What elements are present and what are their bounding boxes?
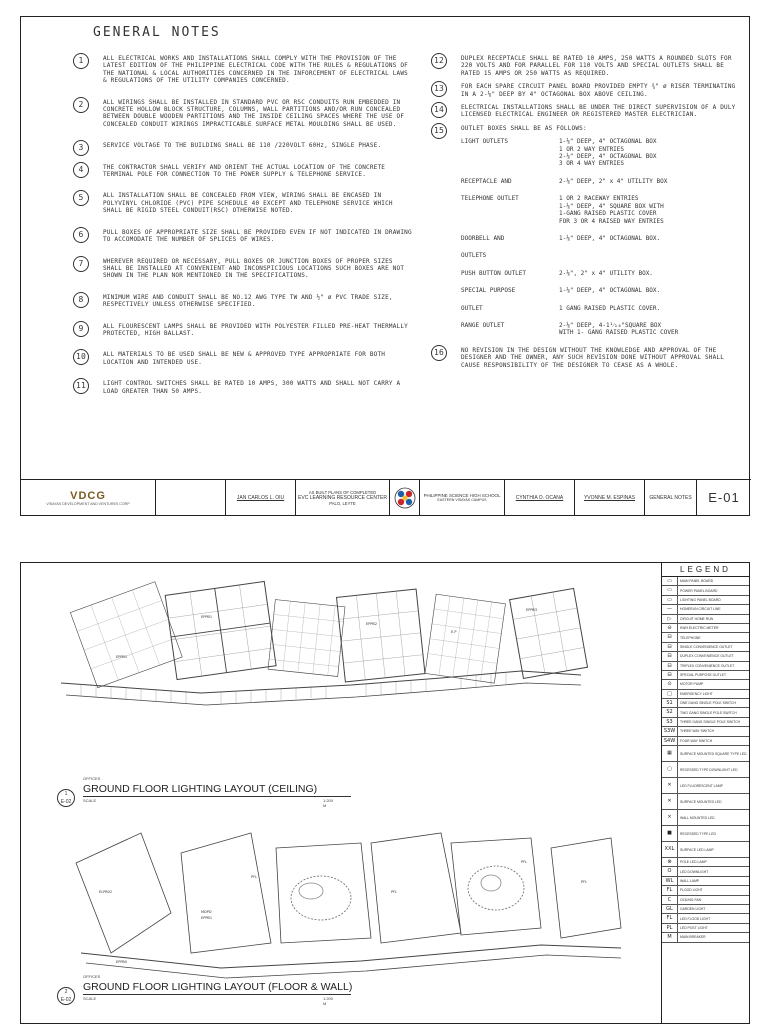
general-notes-title: GENERAL NOTES — [93, 25, 221, 40]
legend-item: ⊗ POLE LED LAMP — [662, 858, 749, 867]
legend-symbol-icon: ⊖ — [662, 624, 678, 632]
legend-symbol-icon: O — [662, 867, 678, 875]
legend-panel — [661, 563, 749, 1024]
legend-item: S3 THREE GANG SINGLE POLE SWITCH — [662, 718, 749, 727]
note-4: 4 THE CONTRACTOR SHALL VERIFY AND ORIENT THE ACTUAL LOCATION OF THE CONCRETE TERMINAL POLE FOR CONNECTION TO THE POWER SUPPLY & TELEPHONE SERVICE. — [73, 164, 413, 179]
legend-symbol-icon: S3 — [662, 718, 678, 726]
note-11: 11 LIGHT CONTROL SWITCHES SHALL BE RATED 10 AMPS, 300 WATTS AND SHALL NOT CARRY A LOAD GREATER THAN 50 AMPS. — [73, 380, 413, 395]
legend-symbol-icon: □ — [662, 690, 678, 698]
legend-item: M MAIN BREAKER — [662, 933, 749, 942]
legend-symbol-icon: M — [662, 933, 678, 941]
outlet-row: LIGHT OUTLETS 1-⅛" DEEP, 4" OCTAGONAL BOX 1 OR 2 WAY ENTRIES 2-⅛" DEEP, 4" OCTAGONAL BOX 3 OR 4 WAY ENTRIES — [461, 138, 657, 168]
note-5: 5 ALL INSTALLATION SHALL BE CONCEALED FROM VIEW, WIRING SHALL BE ENCASED IN POLYVINYL CHLORIDE (PVC) PIPE SCHEDULE 40 EXCEPT AND TELEPHONE SERVICE WHICH SHALL BE RIGID STEEL CONDUIT(RSC) OTHERWISE NOTED. — [73, 192, 413, 214]
legend-symbol-icon: ⊟ — [662, 643, 678, 651]
note-14: 14 ELECTRICAL INSTALLATIONS SHALL BE UNDER THE DIRECT SUPERVISION OF A DULY LICENSED ELECTRICAL ENGINEER OR REGISTERED MASTER ELECTRICIAN. — [431, 104, 746, 119]
svg-text:PFL: PFL — [251, 875, 258, 879]
legend-symbol-icon: WL — [662, 877, 678, 885]
legend-item: O LED DOWNLIGHT — [662, 867, 749, 876]
svg-text:PFL: PFL — [521, 860, 528, 864]
legend-symbol-icon: ▷ — [662, 615, 678, 623]
legend-item: ⊟ SPECIAL PURPOSE OUTLET — [662, 671, 749, 680]
legend-symbol-icon: S2 — [662, 708, 678, 716]
notes-left-column — [73, 55, 413, 409]
outlet-row: TELEPHONE OUTLET 1 OR 2 RACEWAY ENTRIES 1-⅛" DEEP, 4" SQUARE BOX WITH 1-GANG RAISED PLASTIC COVER FOR 3 OR 4 RAISED WAY ENTRIES — [461, 195, 664, 225]
legend-symbol-icon: ▦ — [662, 746, 678, 761]
svg-text:ELPB02: ELPB02 — [99, 890, 113, 894]
svg-text:EPPB0: EPPB0 — [116, 960, 128, 964]
note-1: 1 ALL ELECTRICAL WORKS AND INSTALLATIONS SHALL COMPLY WITH THE PROVISION OF THE LATEST EDITION OF THE PHILIPPINE ELECTRICAL CODE WITH THE RULES & REGULATIONS OF THE NATIONAL & LOCAL AUTHORITIES CONCERNED IN THE INFORCEMENT OF ELECTRICAL LAWS & REGULATIONS OF THE UTILITY COMPANIES CONCERNED. — [73, 55, 413, 85]
note-13: 13 FOR EACH SPARE CIRCUIT PANEL BOARD PROVIDED EMPTY ¾" ø RISER TERMINATING IN A 2-⅛" DEEP BY 4" OCTAGONAL BOX ABOVE CEILING. — [431, 83, 746, 98]
legend-symbol-icon: C — [662, 896, 678, 904]
legend-symbol-icon: ✕ — [662, 794, 678, 809]
legend-item: ⊟ SINGLE CONVENIENCE OUTLET — [662, 643, 749, 652]
legend-item: WL WALL LAMP — [662, 877, 749, 886]
legend-item: ■ RECESSED TYPE LED — [662, 826, 749, 842]
legend-item: ⊖ KWH ELECTRIC METER — [662, 624, 749, 633]
legend-symbol-icon: FL — [662, 914, 678, 922]
legend-item: ▷ CIRCUIT HOME RUN — [662, 615, 749, 624]
note-8: 8 MINIMUM WIRE AND CONDUIT SHALL BE NO.12 AWG TYPE TW AND ½" ø PVC TRADE SIZE, RESPECTIVELY UNLESS OTHERWISE SPECIFIED. — [73, 294, 413, 309]
signatory-1: CYNTHIA O. OCANA — [505, 480, 575, 515]
revision-grid — [156, 480, 226, 515]
outlet-row: RANGE OUTLET 2-⅛" DEEP, 4-1¹⁄₁₆"SQUARE BOX WITH 1- GANG RAISED PLASTIC COVER — [461, 321, 679, 337]
svg-text:E.P: E.P — [451, 630, 457, 634]
outlet-boxes-table — [461, 138, 746, 337]
legend-item: ▭ MAIN PANEL BOARD — [662, 577, 749, 586]
plan2-title: GROUND FLOOR LIGHTING LAYOUT (FLOOR & WALL) — [83, 981, 353, 993]
contractor-logo: VDCG VISAYAS DEVELOPMENT AND VENTURES CORP — [21, 480, 156, 515]
svg-text:EPPB1: EPPB1 — [116, 655, 128, 659]
notes-right-column — [431, 55, 746, 375]
note-7: 7 WHEREVER REQUIRED OR NECESSARY, PULL BOXES OR JUNCTION BOXES OF PROPER SIZES SHALL BE INSTALLED AT CONVENIENT AND INCONSPICIOUS LOCATIONS SUCH BOXES ARE NOT SHOWN IN THE PLAN NOR MENTIONED IN THE SPECIFICATIONS. — [73, 258, 413, 280]
legend-item: ⊟ TRIPLEX CONVENIENCE OUTLET — [662, 662, 749, 671]
legend-item: ▢ RECESSED TYPE DOWNLIGHT LED — [662, 762, 749, 778]
signatory-2: YVONNE M. ESPINAS — [575, 480, 645, 515]
legend-symbol-icon: ⊟ — [662, 662, 678, 670]
legend-item: ✕ SURFACE MOUNTED LED — [662, 794, 749, 810]
legend-symbol-icon: ⊗ — [662, 858, 678, 866]
svg-text:EPPB3: EPPB3 — [526, 608, 538, 612]
legend-item: PL LED POST LIGHT — [662, 924, 749, 933]
legend-item: XXL SURFACE LED LAMP — [662, 842, 749, 858]
project-box: AS BUILT PLANS OF COMPLETED EVC LEARNING RESOURCE CENTER PALO, LEYTE — [296, 480, 390, 515]
legend-item: S4W FOUR WAY SWITCH — [662, 737, 749, 746]
legend-symbol-icon: ⊙ — [662, 680, 678, 688]
legend-symbol-icon: ▭ — [662, 577, 678, 585]
floor-wall-plan-drawing — [21, 803, 661, 993]
legend-symbol-icon: GL — [662, 905, 678, 913]
note-15: 15 OUTLET BOXES SHALL BE AS FOLLOWS: — [431, 125, 746, 132]
sheet-number: E-01 — [708, 490, 740, 505]
svg-text:PFL: PFL — [581, 880, 588, 884]
note-12: 12 DUPLEX RECEPTACLE SHALL BE RATED 10 AMPS, 250 WATTS A ROUNDED SLOTS FOR 220 VOLTS AND FOR PARALLEL FOR 110 VOLTS AND SPECIAL OUTLETS SHALL BE RATED 15 AMPS OR 250 WATTS AS REQUIRED. — [431, 55, 746, 77]
note-3: 3 SERVICE VOLTAGE TO THE BUILDING SHALL BE 110 /220VOLT 60Hz, SINGLE PHASE. — [73, 142, 413, 149]
title-block — [21, 479, 751, 515]
legend-item: × WALL MOUNTED LED — [662, 810, 749, 826]
legend-symbol-icon: FL — [662, 886, 678, 894]
outlet-row: RECEPTACLE AND 2-⅛" DEEP, 2" x 4" UTILITY BOX — [461, 177, 668, 185]
legend-symbol-icon: S1 — [662, 699, 678, 707]
legend-item: ⊙ MOTOR PUMP — [662, 680, 749, 689]
legend-title: LEGEND — [662, 563, 749, 577]
lighting-layout-sheet: EPPB1 EPPB2 EPPB3 EPPB1 E.P 1 E-02 OFFICES GROUND FLOOR LIGHTING LAYOUT (CEILING) SCALE 1:200 M ELPB02 MDPD EPPB1 EPPB0 PFL PFL PFL PFL 2 E-02 OFFICES GROUND FLOOR LIGHTING LAYOUT (FLOOR & WALL) SCALE 1:200 M LEGEND ▭ MAIN PANEL BOARD ▭ POWER PANEL BOARD ▭ LIGHTING PANEL BOARD — HOMERUN CIRCUIT LINE ▷ CIRCUIT HOME RUN ⊖ KWH ELECTRIC METER ⊟ TELEPHONE ⊟ SINGLE CONVENIENCE OUTLET ⊟ DUPLEX CONVENIENCE OUTLET ⊟ TRIPLEX CONVENIENCE OUTLET ⊟ SPECIAL PURPOSE OUTLET ⊙ MOTOR PUMP □ EMERGENCY LIGHT S1 ONE GANG SINGLE POLE SWITCH S2 TWO GANG SINGLE POLE SWITCH S3 THREE GANG SINGLE POLE SWITCH S3W THREE WAY SWITCH S4W FOUR WAY SWITCH ▦ SURFACE MOUNTED SQUARE TYPE LED ▢ RECESSED TYPE DOWNLIGHT LED ✕ LED FLUORESCENT LAMP ✕ SURFACE MOUNTED LED × WALL MOUNTED LED ■ RECESSED TYPE LED XXL SURFACE LED LAMP ⊗ POLE LED LAMP O LED DOWNLIGHT WL WALL LAMP FL FLOOD LIGHT C CEILING FAN GL GARDEN LIGHT FL LED FLOOD LIGHT PL LED POST LIGHT M MAIN BREAKER — [20, 562, 750, 1024]
sheet-title: GENERAL NOTES — [645, 480, 697, 515]
legend-symbol-icon: × — [662, 810, 678, 825]
legend-symbol-icon: ■ — [662, 826, 678, 841]
legend-symbol-icon: ✕ — [662, 778, 678, 793]
svg-text:EPPB1: EPPB1 — [201, 916, 213, 920]
outlet-row: PUSH BUTTON OUTLET 2-⅛", 2" x 4" UTILITY BOX. — [461, 269, 653, 277]
school-seal-icon — [390, 480, 420, 515]
legend-item: FL FLOOD LIGHT — [662, 886, 749, 895]
legend-item: □ EMERGENCY LIGHT — [662, 690, 749, 699]
school-box: PHILIPPINE SCIENCE HIGH SCHOOL EASTERN VISAYAS CAMPUS — [420, 480, 505, 515]
ceiling-plan-drawing — [21, 563, 661, 763]
legend-symbol-icon: S4W — [662, 737, 678, 745]
svg-text:EPPB1: EPPB1 — [201, 615, 213, 619]
legend-item: ⊟ DUPLEX CONVENIENCE OUTLET — [662, 652, 749, 661]
legend-item: ▭ LIGHTING PANEL BOARD — [662, 596, 749, 605]
legend-item: S3W THREE WAY SWITCH — [662, 727, 749, 736]
outlet-row: OUTLET 1 GANG RAISED PLASTIC COVER. — [461, 304, 661, 312]
note-6: 6 PULL BOXES OF APPROPRIATE SIZE SHALL BE PROVIDED EVEN IF NOT INDICATED IN DRAWING TO ACCOMODATE THE NUMBER OF SPLICES OF WIRES. — [73, 229, 413, 244]
svg-text:EPPB2: EPPB2 — [366, 622, 378, 626]
owner-box: JAN CARLOS L. OIU — [226, 480, 296, 515]
legend-symbol-icon: ⊟ — [662, 652, 678, 660]
legend-symbol-icon: — — [662, 605, 678, 613]
legend-symbol-icon: ▢ — [662, 762, 678, 777]
note-10: 10 ALL MATERIALS TO BE USED SHALL BE NEW & APPROVED TYPE APPROPRIATE FOR BOTH LOCATION AND INTENDED USE. — [73, 351, 413, 366]
legend-symbol-icon: S3W — [662, 727, 678, 735]
legend-symbol-icon: XXL — [662, 842, 678, 857]
legend-item: C CEILING FAN — [662, 896, 749, 905]
plan1-tag: 1 E-02 — [57, 789, 75, 807]
legend-symbol-icon: ⊟ — [662, 633, 678, 641]
legend-item: S2 TWO GANG SINGLE POLE SWITCH — [662, 708, 749, 717]
legend-symbol-icon: ▭ — [662, 586, 678, 594]
legend-item: ✕ LED FLUORESCENT LAMP — [662, 778, 749, 794]
legend-symbol-icon: PL — [662, 924, 678, 932]
note-16: 16 NO REVISION IN THE DESIGN WITHOUT THE KNOWLEDGE AND APPROVAL OF THE DESIGNER AND THE OWNER, ANY SUCH REVISION DONE WITHOUT APPROVAL SHALL CAUSE RESPONSIBILITY OF THE DESIGNER TO CEASE AS A WHOLE. — [431, 347, 746, 369]
svg-text:PFL: PFL — [391, 890, 398, 894]
svg-text:MDPD: MDPD — [201, 910, 212, 914]
legend-item: ▭ POWER PANEL BOARD — [662, 586, 749, 595]
legend-item: — HOMERUN CIRCUIT LINE — [662, 605, 749, 614]
legend-symbol-icon: ▭ — [662, 596, 678, 604]
legend-item: S1 ONE GANG SINGLE POLE SWITCH — [662, 699, 749, 708]
outlet-row: SPECIAL PURPOSE 1-⅛" DEEP, 4" OCTAGONAL BOX. — [461, 287, 661, 295]
note-9: 9 ALL FLOURESCENT LAMPS SHALL BE PROVIDED WITH POLYESTER FILLED PRE-HEAT THERMALLY PROTECTED, HIGH BALLAST. — [73, 323, 413, 338]
legend-item: ⊟ TELEPHONE — [662, 633, 749, 642]
general-notes-sheet — [20, 16, 750, 516]
outlet-row: DOORBELL AND 1-⅛" DEEP, 4" OCTAGONAL BOX. — [461, 234, 661, 242]
outlet-row: OUTLETS — [461, 252, 487, 260]
plan1-title: GROUND FLOOR LIGHTING LAYOUT (CEILING) — [83, 783, 318, 795]
legend-symbol-icon: ⊟ — [662, 671, 678, 679]
legend-item: ▦ SURFACE MOUNTED SQUARE TYPE LED — [662, 746, 749, 762]
legend-item: FL LED FLOOD LIGHT — [662, 914, 749, 923]
note-2: 2 ALL WIRINGS SHALL BE INSTALLED IN STANDARD PVC OR RSC CONDUITS RUN EMBEDDED IN CONCRETE HOLLOW BLOCK STRUCTURE, COLUMNS, WALL PARTITIONS AND/OR RUN CONCEALED BETWEEN DOUBLE WOODEN PARTITIONS AND THE INSIDE CEILING SPACES WHERE THE USE OF CONCEALED CONDUIT WIRINGS IMPRACTICABLE SURFACE METAL MOULDING SHALL BE USED. — [73, 99, 413, 129]
plan2-tag: 2 E-02 — [57, 987, 75, 1005]
legend-item: GL GARDEN LIGHT — [662, 905, 749, 914]
